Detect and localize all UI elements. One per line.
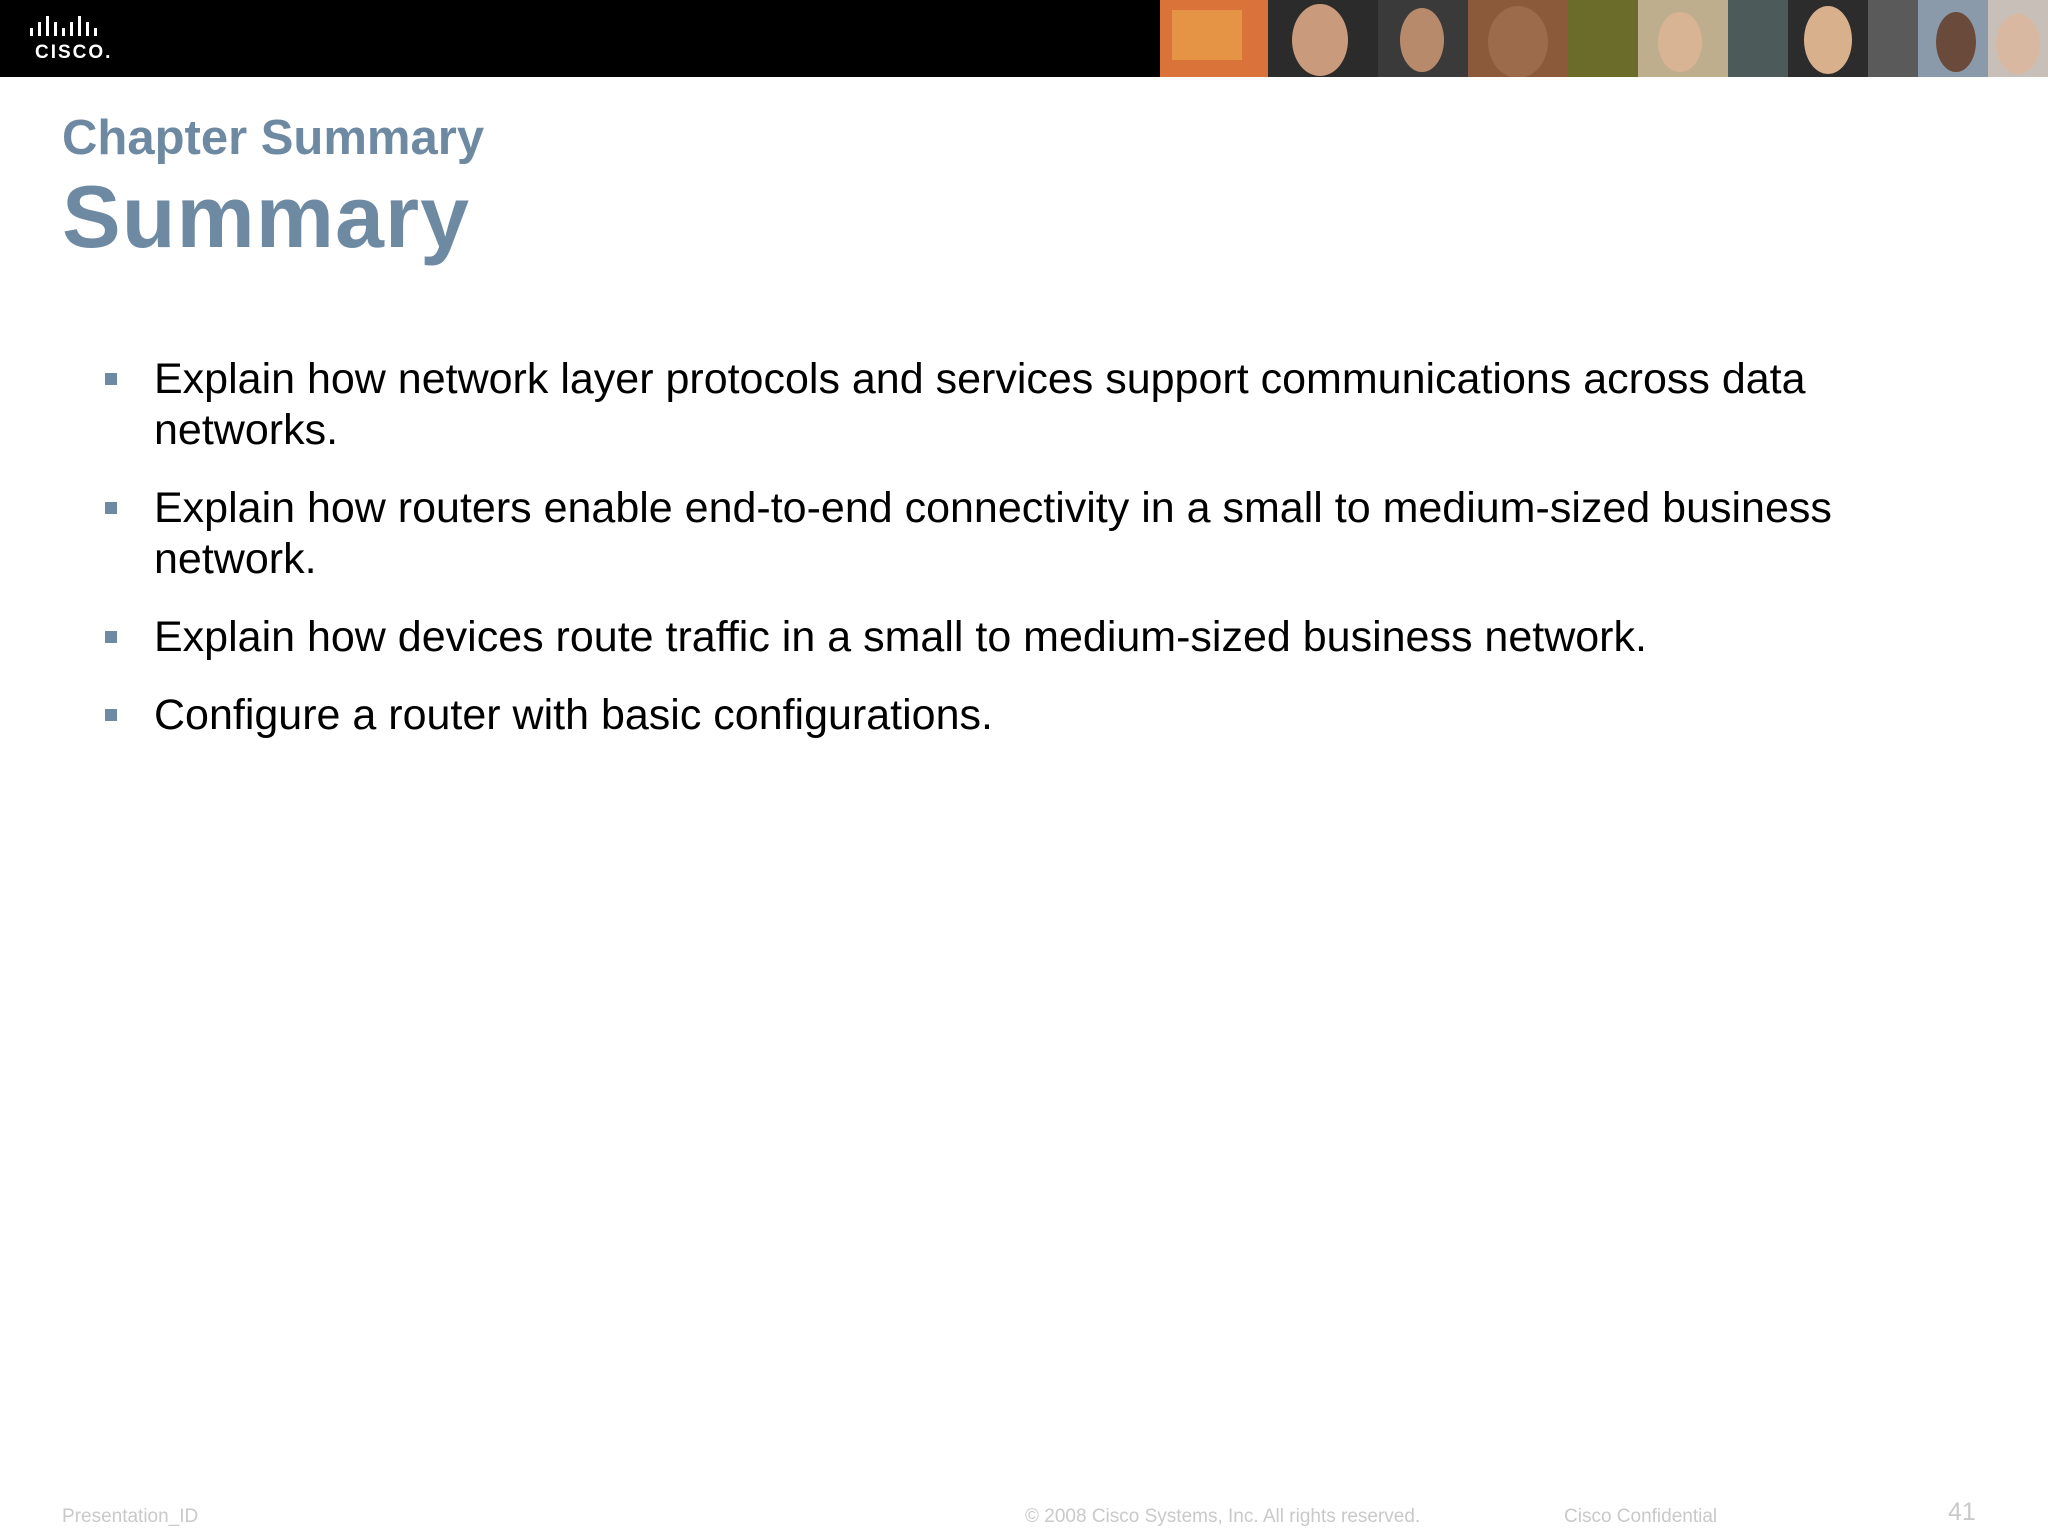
presentation-id: Presentation_ID <box>62 1506 199 1527</box>
slide-title: Summary <box>62 167 471 266</box>
bullet-item <box>100 612 2000 663</box>
bullet-item <box>100 483 2000 585</box>
bullet-text: Configure a router with basic configurations. <box>154 691 993 739</box>
slide-subtitle: Chapter Summary <box>62 111 485 165</box>
square-bullet-icon <box>105 631 117 643</box>
square-bullet-icon <box>105 709 117 721</box>
square-bullet-icon <box>105 502 117 514</box>
bullet-text: Explain how routers enable end-to-end connectivity in a small to medium-sized business network. <box>154 484 1832 583</box>
bullet-item <box>100 354 2000 456</box>
page-number: 41 <box>1948 1498 1976 1526</box>
copyright-notice: © 2008 Cisco Systems, Inc. All rights reserved. <box>1025 1506 1421 1527</box>
logo-word: CISCO. <box>35 42 113 63</box>
confidential-label: Cisco Confidential <box>1564 1506 1718 1527</box>
header-bar <box>0 0 2048 77</box>
square-bullet-icon <box>105 373 117 385</box>
people-photo-strip-icon <box>1160 0 2048 77</box>
bullet-item <box>100 690 2000 741</box>
bullet-text: Explain how network layer protocols and services support communications across data networks. <box>154 355 1806 454</box>
bullet-text: Explain how devices route traffic in a small to medium-sized business network. <box>154 613 1647 661</box>
bullet-list <box>100 354 2000 768</box>
